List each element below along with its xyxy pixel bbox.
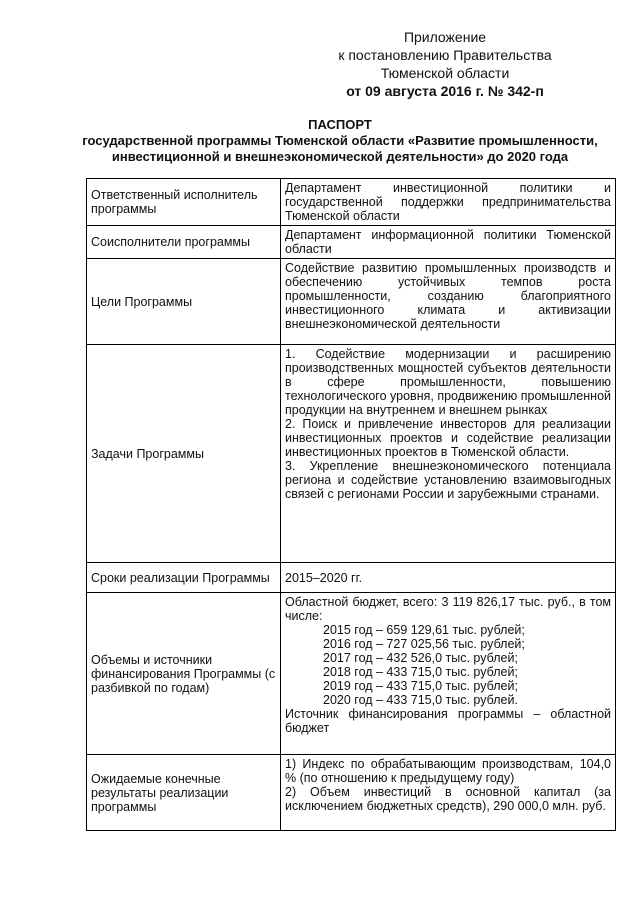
table-row: [87, 226, 616, 259]
title-line-3: инвестиционной и внешнеэкономической деятельности» до 2020 года: [111, 149, 569, 164]
title-line-2: государственной программы Тюменской области «Развитие промышленности,: [82, 133, 598, 148]
funding-year: 2019 год – 433 715,0 тыс. рублей;: [323, 679, 518, 693]
row-value: [281, 593, 616, 755]
table-row: [87, 593, 616, 755]
passport-table: [86, 178, 616, 831]
result-item: 1) Индекс по обрабатывающим производствам, 104,0 % (по отношению к предыдущему году): [285, 757, 611, 785]
document-header: [330, 28, 560, 100]
task-item: 2. Поиск и привлечение инвесторов для реализации инвестиционных проектов и содействие реализации инвестиционных проектов в Тюменской области.: [285, 417, 611, 459]
row-label: Сроки реализации Программы: [87, 563, 281, 593]
document-title: [60, 117, 620, 165]
row-value: Департамент информационной политики Тюменской области: [281, 226, 616, 259]
header-resolution: к постановлению Правительства: [338, 47, 552, 63]
funding-source: Источник финансирования программы – областной бюджет: [285, 707, 611, 735]
row-label: Цели Программы: [87, 259, 281, 345]
funding-intro: Областной бюджет, всего: 3 119 826,17 тыс. руб., в том числе:: [285, 595, 611, 623]
row-value: [281, 345, 616, 563]
table-row: [87, 755, 616, 831]
table-row: [87, 563, 616, 593]
task-item: 1. Содействие модернизации и расширению производственных мощностей субъектов деятельности в сфере промышленности, повышению технологического уровня, продвижению промышленной продукции на внутреннем и внешнем рынках: [285, 347, 611, 417]
row-value: Департамент инвестиционной политики и государственной поддержки предпринимательства Тюменской области: [281, 179, 616, 226]
funding-year: 2017 год – 432 526,0 тыс. рублей;: [323, 651, 518, 665]
row-value: [281, 755, 616, 831]
header-date-number: от 09 августа 2016 г. № 342-п: [346, 83, 544, 99]
row-value: Содействие развитию промышленных производств и обеспечению устойчивых темпов роста промышленности, созданию благоприятного инвестиционного климата и активизации внешнеэкономической деятельности: [281, 259, 616, 345]
table-row: [87, 345, 616, 563]
row-label: Ответственный исполнитель программы: [87, 179, 281, 226]
funding-year: 2015 год – 659 129,61 тыс. рублей;: [323, 623, 525, 637]
header-appendix: Приложение: [403, 29, 487, 45]
row-label: Объемы и источники финансирования Программы (с разбивкой по годам): [87, 593, 281, 755]
funding-year: 2020 год – 433 715,0 тыс. рублей.: [323, 693, 518, 707]
task-item: 3. Укрепление внешнеэкономического потенциала региона и содействие установлению взаимовыгодных связей с регионами России и зарубежными странами.: [285, 459, 611, 501]
title-passport: ПАСПОРТ: [308, 117, 372, 132]
row-label: Ожидаемые конечные результаты реализации программы: [87, 755, 281, 831]
funding-year: 2018 год – 433 715,0 тыс. рублей;: [323, 665, 518, 679]
result-item: 2) Объем инвестиций в основной капитал (за исключением бюджетных средств), 290 000,0 млн. руб.: [285, 785, 611, 813]
row-value: 2015–2020 гг.: [281, 563, 616, 593]
table-row: [87, 259, 616, 345]
header-region: Тюменской области: [380, 65, 510, 81]
funding-year: 2016 год – 727 025,56 тыс. рублей;: [323, 637, 525, 651]
row-label: Задачи Программы: [87, 345, 281, 563]
row-label: Соисполнители программы: [87, 226, 281, 259]
table-row: [87, 179, 616, 226]
